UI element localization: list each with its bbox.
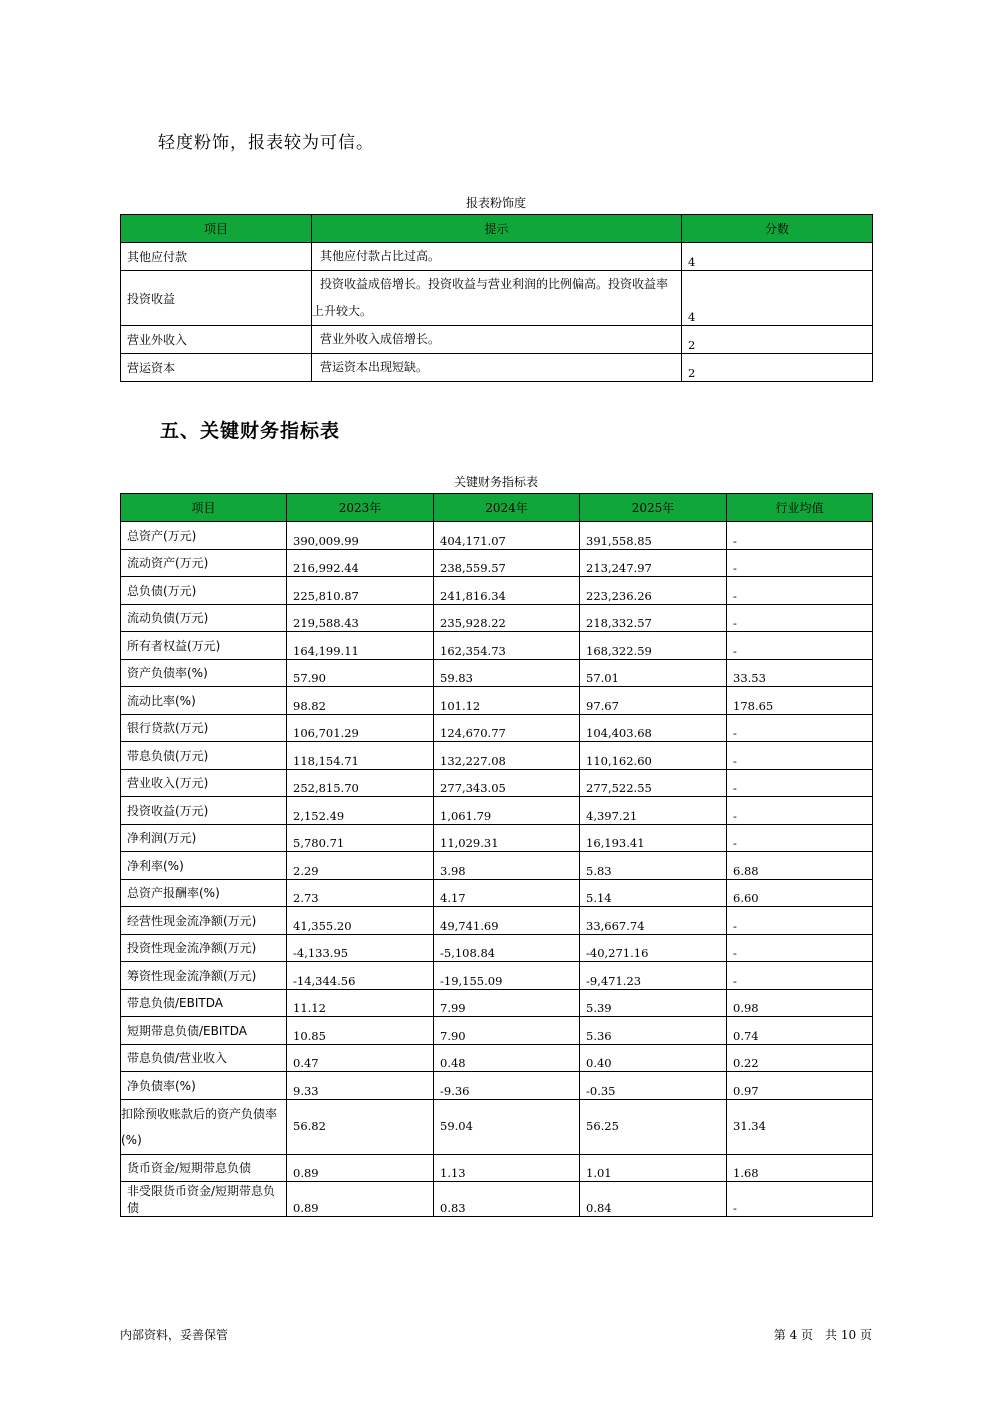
cell-item: 净利率(%) — [121, 852, 287, 880]
cell-v2023: 0.47 — [287, 1044, 434, 1072]
table-row — [121, 604, 873, 632]
col-header-hint: 提示 — [312, 215, 682, 243]
cell-item: 扣除预收账款后的资产负债率(%) — [121, 1099, 287, 1154]
cell-v2024: -19,155.09 — [434, 962, 580, 990]
intro-text: 轻度粉饰，报表较为可信。 — [158, 133, 374, 153]
cell-avg: 0.98 — [727, 989, 873, 1017]
cell-v2025: 97.67 — [580, 687, 727, 715]
cell-avg: - — [727, 1182, 873, 1217]
table-row — [121, 934, 873, 962]
cell-v2025: 223,236.26 — [580, 577, 727, 605]
cell-avg: - — [727, 962, 873, 990]
table-row — [121, 1072, 873, 1100]
table-row — [121, 354, 873, 382]
table1-caption: 报表粉饰度 — [465, 196, 526, 210]
cell-v2024: -9.36 — [434, 1072, 580, 1100]
col-header-score: 分数 — [682, 215, 873, 243]
cell-v2023: 2.29 — [287, 852, 434, 880]
col-header-industry-avg: 行业均值 — [727, 494, 873, 522]
cell-v2023: 5,780.71 — [287, 824, 434, 852]
col-header-2023: 2023年 — [287, 494, 434, 522]
cell-hint — [312, 271, 682, 326]
cell-v2023: 390,009.99 — [287, 522, 434, 550]
cell-v2025: 56.25 — [580, 1099, 727, 1154]
cell-v2024: 0.48 — [434, 1044, 580, 1072]
table-row — [121, 852, 873, 880]
cell-v2025: 218,332.57 — [580, 604, 727, 632]
cell-v2023: 57.90 — [287, 659, 434, 687]
table-row — [121, 824, 873, 852]
cell-item: 带息负债/EBITDA — [121, 989, 287, 1017]
cell-avg: 6.88 — [727, 852, 873, 880]
table-row — [121, 797, 873, 825]
table-row — [121, 1182, 873, 1217]
cell-v2024: 162,354.73 — [434, 632, 580, 660]
table-row — [121, 714, 873, 742]
cell-v2023: 10.85 — [287, 1017, 434, 1045]
table-row — [121, 687, 873, 715]
cell-avg: 31.34 — [727, 1099, 873, 1154]
cell-v2024: -5,108.84 — [434, 934, 580, 962]
cell-v2024: 0.83 — [434, 1182, 580, 1217]
cell-item: 净负债率(%) — [121, 1072, 287, 1100]
col-header-2025: 2025年 — [580, 494, 727, 522]
cell-v2024: 7.90 — [434, 1017, 580, 1045]
page-mid: 页 共 — [801, 1328, 838, 1342]
cell-avg: - — [727, 824, 873, 852]
cell-item: 投资收益 — [121, 271, 312, 326]
cell-avg: 6.60 — [727, 879, 873, 907]
table-row — [121, 769, 873, 797]
cell-avg: - — [727, 797, 873, 825]
cell-v2025: 5.39 — [580, 989, 727, 1017]
cell-hint-text: 其他应付款占比过高。 — [320, 249, 441, 263]
cell-hint — [312, 326, 682, 354]
cell-v2024: 59.83 — [434, 659, 580, 687]
table-row — [121, 1154, 873, 1182]
cell-v2023: 0.89 — [287, 1182, 434, 1217]
cell-v2024: 49,741.69 — [434, 907, 580, 935]
cell-v2025: 16,193.41 — [580, 824, 727, 852]
section-title: 五、关键财务指标表 — [160, 420, 341, 442]
table-row — [121, 1099, 873, 1154]
cell-v2025: 4,397.21 — [580, 797, 727, 825]
cell-avg: - — [727, 907, 873, 935]
cell-score: 2 — [682, 354, 873, 382]
cell-v2025: 5.36 — [580, 1017, 727, 1045]
cell-item: 投资收益(万元) — [121, 797, 287, 825]
cell-avg: - — [727, 577, 873, 605]
page-total: 10 — [840, 1328, 857, 1342]
cell-v2024: 4.17 — [434, 879, 580, 907]
cell-v2024: 404,171.07 — [434, 522, 580, 550]
cell-v2023: 56.82 — [287, 1099, 434, 1154]
cell-v2023: -4,133.95 — [287, 934, 434, 962]
cell-item: 流动资产(万元) — [121, 549, 287, 577]
cell-v2025: 1.01 — [580, 1154, 727, 1182]
cell-score: 4 — [682, 271, 873, 326]
cell-score: 2 — [682, 326, 873, 354]
cell-v2023: 106,701.29 — [287, 714, 434, 742]
cell-avg: - — [727, 769, 873, 797]
cell-v2024: 7.99 — [434, 989, 580, 1017]
cell-v2024: 3.98 — [434, 852, 580, 880]
cell-v2024: 241,816.34 — [434, 577, 580, 605]
cell-avg: - — [727, 604, 873, 632]
cell-v2025: 5.14 — [580, 879, 727, 907]
cell-v2025: 5.83 — [580, 852, 727, 880]
table-row — [121, 962, 873, 990]
cell-hint — [312, 243, 682, 271]
cell-hint-text: 营业外收入成倍增长。 — [320, 332, 441, 346]
cell-v2023: 2.73 — [287, 879, 434, 907]
cell-item: 所有者权益(万元) — [121, 632, 287, 660]
cell-avg: 0.74 — [727, 1017, 873, 1045]
cell-v2024: 235,928.22 — [434, 604, 580, 632]
table-row — [121, 243, 873, 271]
cell-item: 投资性现金流净额(万元) — [121, 934, 287, 962]
cell-v2023: 2,152.49 — [287, 797, 434, 825]
cell-item: 带息负债(万元) — [121, 742, 287, 770]
page-prefix: 第 — [773, 1328, 786, 1342]
table-row — [121, 659, 873, 687]
cell-hint-text: 投资收益成倍增长。投资收益与营业利润的比例偏高。投资收益率上升较大。 — [312, 277, 669, 318]
cell-v2023: 11.12 — [287, 989, 434, 1017]
cell-item: 流动比率(%) — [121, 687, 287, 715]
cell-v2023: 164,199.11 — [287, 632, 434, 660]
cell-v2024: 11,029.31 — [434, 824, 580, 852]
cell-hint — [312, 354, 682, 382]
cell-v2024: 101.12 — [434, 687, 580, 715]
table-row — [121, 1017, 873, 1045]
cell-avg: - — [727, 934, 873, 962]
cell-item: 其他应付款 — [121, 243, 312, 271]
table-row — [121, 632, 873, 660]
cell-item: 总资产(万元) — [121, 522, 287, 550]
cell-v2024: 59.04 — [434, 1099, 580, 1154]
cell-avg: - — [727, 549, 873, 577]
cell-avg: - — [727, 714, 873, 742]
cell-v2024: 1.13 — [434, 1154, 580, 1182]
cell-v2024: 124,670.77 — [434, 714, 580, 742]
cell-v2024: 238,559.57 — [434, 549, 580, 577]
cell-item: 非受限货币资金/短期带息负债 — [121, 1182, 287, 1217]
table-row — [121, 549, 873, 577]
key-financial-table — [120, 493, 873, 1217]
table-row — [121, 522, 873, 550]
page-current: 4 — [789, 1328, 798, 1342]
cell-v2023: 252,815.70 — [287, 769, 434, 797]
cell-v2025: 104,403.68 — [580, 714, 727, 742]
cell-v2025: 0.40 — [580, 1044, 727, 1072]
cell-v2023: -14,344.56 — [287, 962, 434, 990]
cell-v2024: 277,343.05 — [434, 769, 580, 797]
cell-item: 净利润(万元) — [121, 824, 287, 852]
table-row — [121, 907, 873, 935]
col-header-item: 项目 — [121, 215, 312, 243]
cell-item: 营运资本 — [121, 354, 312, 382]
cell-v2025: 57.01 — [580, 659, 727, 687]
table-row — [121, 1044, 873, 1072]
cell-item: 经营性现金流净额(万元) — [121, 907, 287, 935]
cell-item: 营业外收入 — [121, 326, 312, 354]
cell-v2025: 168,322.59 — [580, 632, 727, 660]
cell-item: 资产负债率(%) — [121, 659, 287, 687]
whitewash-table — [120, 214, 873, 382]
cell-item: 货币资金/短期带息负债 — [121, 1154, 287, 1182]
cell-v2023: 41,355.20 — [287, 907, 434, 935]
col-header-item: 项目 — [121, 494, 287, 522]
table-row — [121, 577, 873, 605]
cell-v2023: 0.89 — [287, 1154, 434, 1182]
cell-avg: - — [727, 522, 873, 550]
cell-v2025: 0.84 — [580, 1182, 727, 1217]
table-row — [121, 989, 873, 1017]
cell-v2023: 98.82 — [287, 687, 434, 715]
cell-v2023: 219,588.43 — [287, 604, 434, 632]
cell-v2025: 110,162.60 — [580, 742, 727, 770]
page-suffix: 页 — [859, 1328, 872, 1342]
cell-v2025: 391,558.85 — [580, 522, 727, 550]
table-row — [121, 326, 873, 354]
footer-note: 内部资料，妥善保管 — [120, 1328, 229, 1342]
page-number — [774, 1326, 872, 1343]
cell-v2025: -0.35 — [580, 1072, 727, 1100]
cell-v2025: -9,471.23 — [580, 962, 727, 990]
cell-v2024: 132,227.08 — [434, 742, 580, 770]
cell-item: 带息负债/营业收入 — [121, 1044, 287, 1072]
cell-item: 银行贷款(万元) — [121, 714, 287, 742]
cell-v2025: 277,522.55 — [580, 769, 727, 797]
cell-avg: 178.65 — [727, 687, 873, 715]
table-row — [121, 742, 873, 770]
cell-item: 总资产报酬率(%) — [121, 879, 287, 907]
table-row — [121, 271, 873, 326]
cell-item: 筹资性现金流净额(万元) — [121, 962, 287, 990]
col-header-2024: 2024年 — [434, 494, 580, 522]
table-row — [121, 879, 873, 907]
cell-v2024: 1,061.79 — [434, 797, 580, 825]
table2-caption: 关键财务指标表 — [453, 475, 538, 489]
cell-v2025: 33,667.74 — [580, 907, 727, 935]
cell-avg: 0.22 — [727, 1044, 873, 1072]
cell-item: 营业收入(万元) — [121, 769, 287, 797]
cell-v2025: 213,247.97 — [580, 549, 727, 577]
cell-avg: 33.53 — [727, 659, 873, 687]
cell-item: 总负债(万元) — [121, 577, 287, 605]
cell-v2023: 216,992.44 — [287, 549, 434, 577]
cell-v2025: -40,271.16 — [580, 934, 727, 962]
cell-hint-text: 营运资本出现短缺。 — [320, 360, 429, 374]
cell-avg: 1.68 — [727, 1154, 873, 1182]
cell-item: 流动负债(万元) — [121, 604, 287, 632]
cell-v2023: 225,810.87 — [287, 577, 434, 605]
cell-item: 短期带息负债/EBITDA — [121, 1017, 287, 1045]
cell-v2023: 9.33 — [287, 1072, 434, 1100]
cell-score: 4 — [682, 243, 873, 271]
cell-v2023: 118,154.71 — [287, 742, 434, 770]
cell-avg: - — [727, 632, 873, 660]
cell-avg: - — [727, 742, 873, 770]
cell-avg: 0.97 — [727, 1072, 873, 1100]
